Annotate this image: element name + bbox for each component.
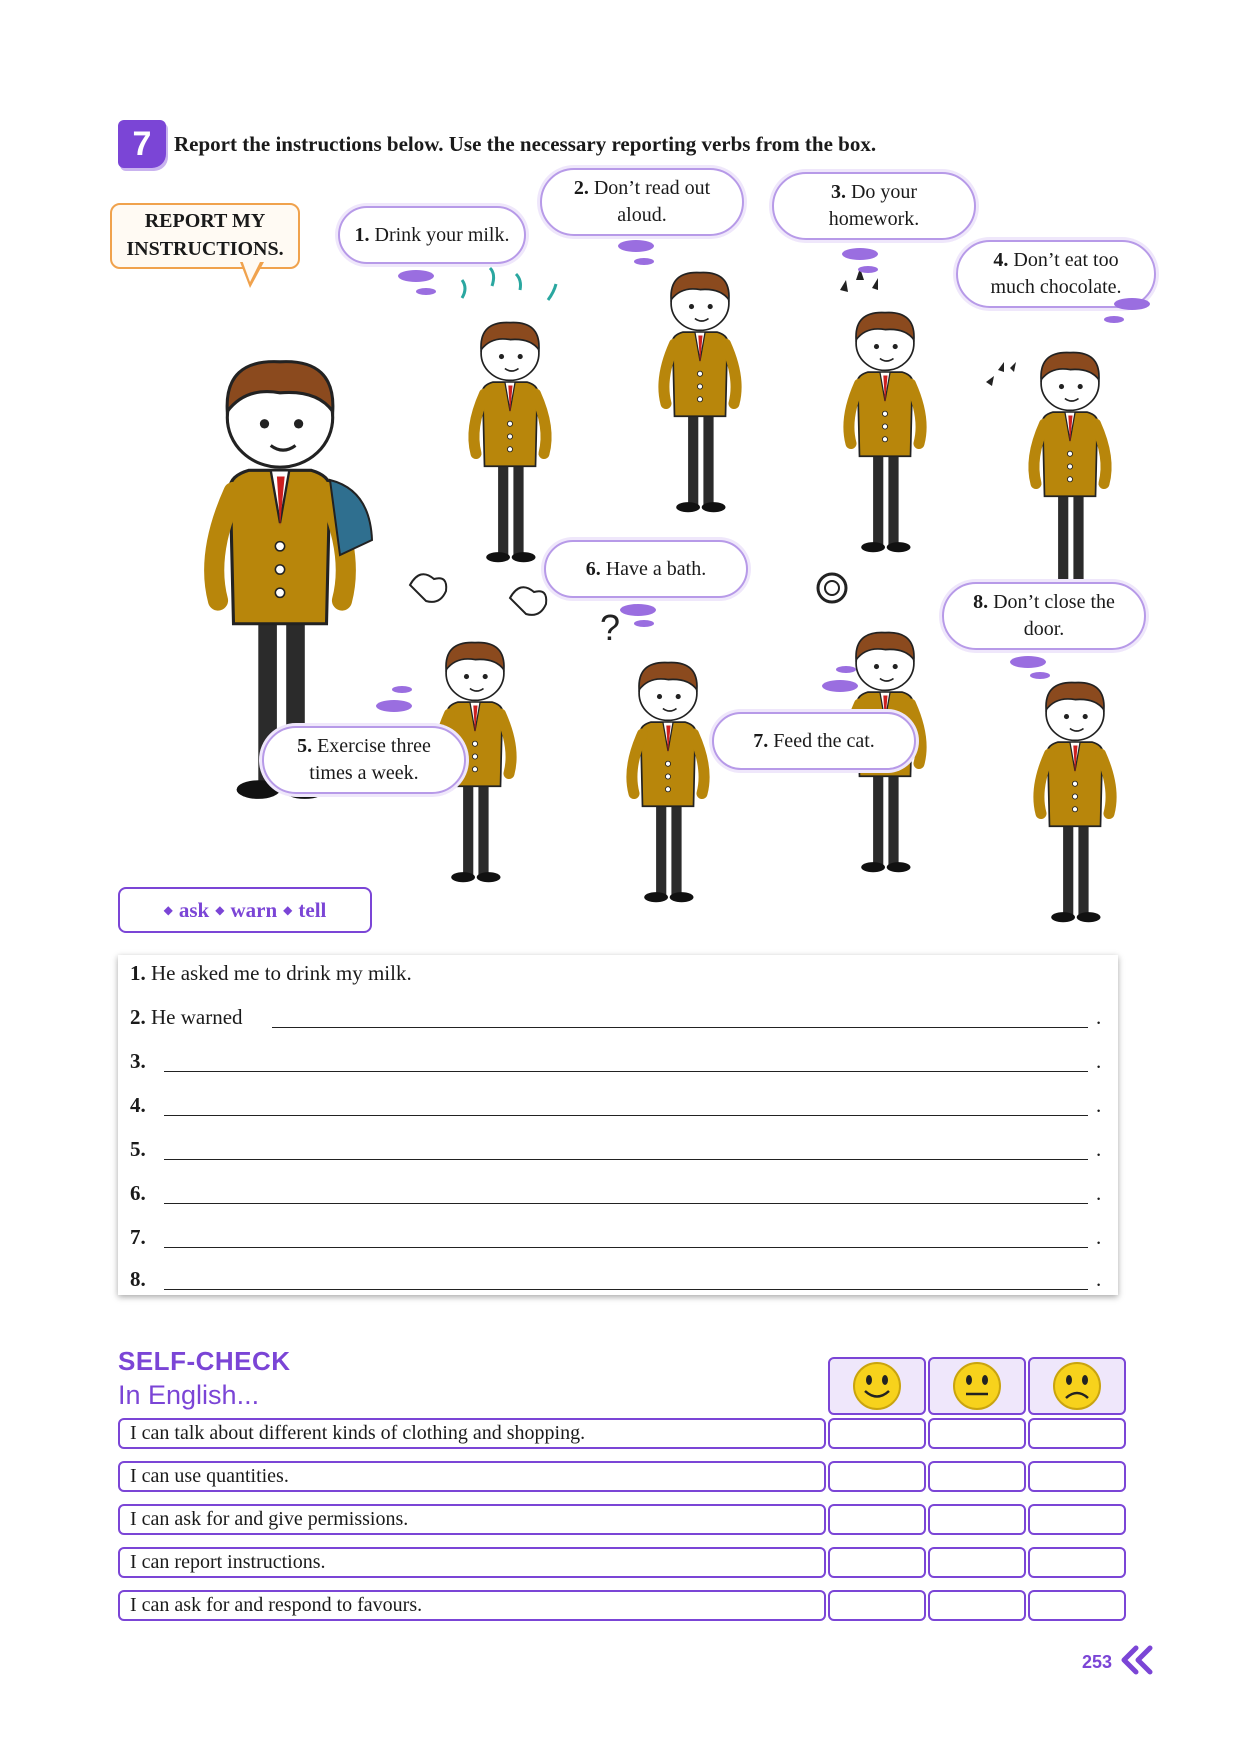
svg-text:?: ? [600, 607, 621, 648]
answer-prompt: He warned [151, 1005, 243, 1029]
answer-panel [118, 955, 1118, 1295]
self-check-row-2: I can use quantities. [118, 1461, 826, 1492]
exercise-instruction: Report the instructions below. Use the necessary reporting verbs from the box. [174, 132, 877, 156]
cloud-text: Have a bath. [605, 557, 707, 580]
answer-blank-7[interactable] [164, 1247, 1088, 1248]
thought-dot [1010, 656, 1046, 668]
answer-number: 8. [130, 1267, 146, 1291]
answer-period: . [1096, 1093, 1102, 1117]
check-cell-neutral[interactable] [928, 1547, 1026, 1578]
sad-face-header [1028, 1357, 1126, 1415]
thought-dot [842, 248, 878, 260]
cloud-text: Drink your milk. [374, 223, 510, 246]
neutral-face-icon [951, 1360, 1003, 1412]
answer-number: 2. [130, 1005, 146, 1029]
self-check-subtitle: In English... [118, 1380, 260, 1410]
cloud-text: Don’t read out [593, 177, 711, 199]
check-cell-sad[interactable] [1028, 1590, 1126, 1621]
answer-blank-5[interactable] [164, 1159, 1088, 1160]
bubble-line-2: INSTRUCTIONS. [126, 238, 284, 260]
answer-number: 5. [130, 1137, 146, 1161]
answer-line-7 [130, 1225, 146, 1250]
cloud-number: 4. [993, 249, 1009, 271]
answer-number: 4. [130, 1093, 146, 1117]
answer-line-2 [130, 1005, 243, 1030]
sad-face-icon [1051, 1360, 1103, 1412]
bubble-tail-inner [242, 260, 261, 282]
check-cell-sad[interactable] [1028, 1461, 1126, 1492]
check-cell-happy[interactable] [828, 1418, 926, 1449]
thought-cloud-7 [712, 712, 916, 770]
thought-cloud-8 [942, 582, 1146, 650]
answer-blank-8[interactable] [164, 1289, 1088, 1290]
answer-line-6 [130, 1181, 146, 1206]
thought-dot [416, 288, 436, 295]
cloud-number: 5. [297, 735, 313, 757]
check-cell-neutral[interactable] [928, 1418, 1026, 1449]
cloud-number: 3. [830, 181, 846, 203]
cloud-text-2: much chocolate. [990, 276, 1122, 298]
cloud-text: Don’t eat too [1013, 249, 1119, 271]
check-cell-sad[interactable] [1028, 1547, 1126, 1578]
check-cell-happy[interactable] [828, 1590, 926, 1621]
answer-blank-6[interactable] [164, 1203, 1088, 1204]
answer-line-8 [130, 1267, 146, 1292]
answer-line-4 [130, 1093, 146, 1118]
thought-dot [376, 700, 412, 712]
neutral-face-header [928, 1357, 1026, 1415]
verb-warn: warn [230, 897, 278, 922]
answer-number: 3. [130, 1049, 146, 1073]
cloud-text: Exercise three [317, 735, 431, 757]
answer-blank-4[interactable] [164, 1115, 1088, 1116]
diamond-icon: ◆ [283, 902, 293, 917]
cloud-number: 2. [573, 177, 589, 199]
page-number: 253 [1082, 1652, 1113, 1672]
thought-dot [634, 258, 654, 265]
cloud-number: 6. [585, 557, 601, 580]
answer-period: . [1096, 1267, 1102, 1291]
answer-blank-3[interactable] [164, 1071, 1088, 1072]
answer-line-5 [130, 1137, 146, 1162]
check-cell-happy[interactable] [828, 1547, 926, 1578]
cloud-number: 8. [973, 591, 989, 613]
thought-dot [1114, 298, 1150, 310]
check-cell-neutral[interactable] [928, 1590, 1026, 1621]
report-instructions-bubble [110, 203, 300, 269]
double-chevron-left-icon [1120, 1644, 1156, 1676]
thought-cloud-3 [772, 172, 976, 240]
reporting-verbs-box [118, 887, 372, 933]
cloud-number: 1. [354, 223, 370, 246]
check-cell-sad[interactable] [1028, 1418, 1126, 1449]
thought-cloud-2 [540, 168, 744, 236]
thought-dot [392, 686, 412, 693]
self-check-row-4: I can report instructions. [118, 1547, 826, 1578]
answer-number: 1. [130, 961, 146, 985]
thought-dot [620, 604, 656, 616]
answer-period: . [1096, 1181, 1102, 1205]
self-check-row-1: I can talk about different kinds of clothing and shopping. [118, 1418, 826, 1449]
cloud-text: Do your [850, 181, 918, 203]
thought-cloud-6 [544, 540, 748, 598]
bubble-line-1: REPORT MY [144, 210, 266, 232]
cloud-text-2: times a week. [309, 762, 419, 784]
cloud-text-2: aloud. [617, 204, 667, 226]
happy-face-icon [851, 1360, 903, 1412]
verb-ask: ask [178, 897, 210, 922]
answer-period: . [1096, 1225, 1102, 1249]
check-cell-happy[interactable] [828, 1461, 926, 1492]
cloud-text-2: door. [1023, 618, 1065, 640]
answer-blank-2[interactable] [272, 1027, 1088, 1028]
thought-dot [1030, 672, 1050, 679]
exercise-number-badge: 7 [118, 120, 166, 168]
answer-line-3 [130, 1049, 146, 1074]
self-check-row-3: I can ask for and give permissions. [118, 1504, 826, 1535]
thought-cloud-5 [262, 726, 466, 794]
check-cell-neutral[interactable] [928, 1461, 1026, 1492]
cloud-text-2: homework. [828, 208, 920, 230]
answer-example: He asked me to drink my milk. [151, 961, 412, 985]
diamond-icon: ◆ [215, 902, 225, 917]
check-cell-happy[interactable] [828, 1504, 926, 1535]
thought-dot [858, 266, 878, 273]
self-check-title: SELF-CHECK [118, 1346, 291, 1376]
cloud-text: Don’t close the [993, 591, 1115, 613]
thought-cloud-1 [338, 206, 526, 264]
self-check-row-5: I can ask for and respond to favours. [118, 1590, 826, 1621]
thought-dot [618, 240, 654, 252]
answer-number: 6. [130, 1181, 146, 1205]
thought-dot [634, 620, 654, 627]
happy-face-header [828, 1357, 926, 1415]
answer-period: . [1096, 1005, 1102, 1029]
check-cell-sad[interactable] [1028, 1504, 1126, 1535]
diamond-icon: ◆ [163, 902, 173, 917]
answer-period: . [1096, 1049, 1102, 1073]
cloud-number: 7. [753, 729, 769, 752]
thought-dot [1104, 316, 1124, 323]
thought-dot [836, 666, 856, 673]
check-cell-neutral[interactable] [928, 1504, 1026, 1535]
cloud-text: Feed the cat. [773, 729, 875, 752]
answer-line-1 [130, 961, 412, 986]
thought-dot [822, 680, 858, 692]
answer-number: 7. [130, 1225, 146, 1249]
answer-period: . [1096, 1137, 1102, 1161]
thought-dot [398, 270, 434, 282]
verb-tell: tell [298, 897, 327, 922]
